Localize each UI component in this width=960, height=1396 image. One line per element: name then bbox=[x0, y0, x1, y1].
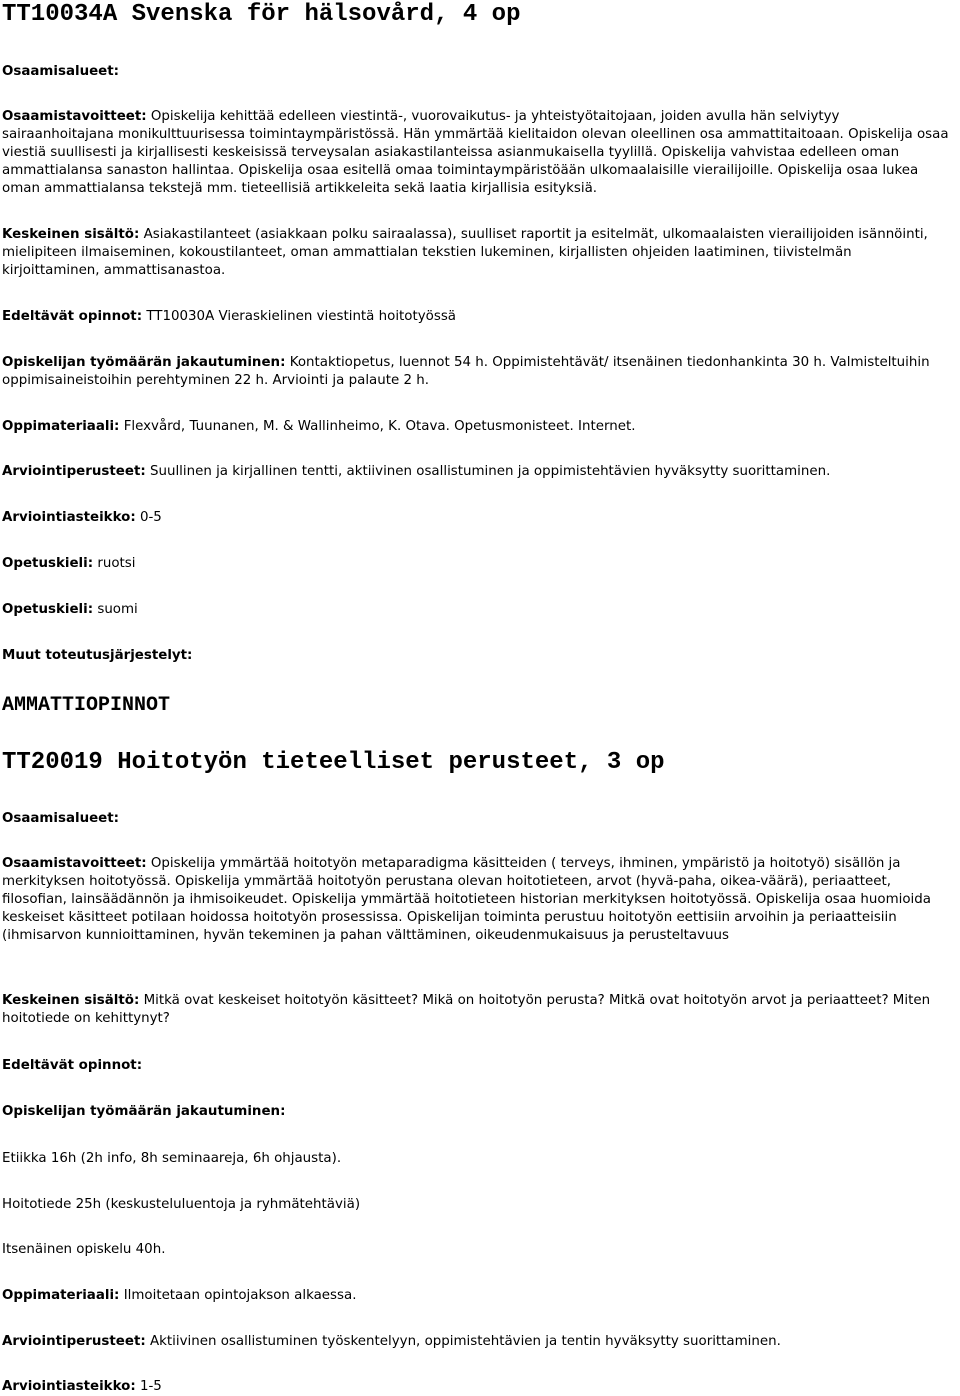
arviointiasteikko-paragraph bbox=[2, 509, 952, 527]
tyomaara-label: Opiskelijan työmäärän jakautuminen: bbox=[2, 355, 286, 370]
tyomaara-text: Kontaktiopetus, luennot 54 h. Oppimistehtävät/ itsenäinen tiedonhankinta 30 h. Valmisteltuihin oppimisaineistoihin perehtyminen 22 h. Arviointi ja palaute 2 h. bbox=[2, 355, 930, 388]
arviointiperusteet-paragraph bbox=[2, 1333, 952, 1351]
keskeinen-sisalto-text: Mitkä ovat keskeiset hoitotyön käsitteet? Mikä on hoitotyön perusta? Mitkä ovat hoitotyön arvot ja periaatteet? Miten hoitotiede on kehittynyt? bbox=[2, 993, 931, 1026]
opetuskieli-label: Opetuskieli: bbox=[2, 556, 94, 571]
tyomaara-item: Itsenäinen opiskelu 40h. bbox=[2, 1242, 166, 1257]
oppimateriaali-text: Ilmoitetaan opintojakson alkaessa. bbox=[123, 1288, 357, 1303]
osaamistavoitteet-text: Opiskelija ymmärtää hoitotyön metaparadigma käsitteiden ( terveys, ihminen, ympäristö ja hoitotyö) sisällön ja merkityksen hoitotyössä. Opiskelija ymmärtää hoitotyön perustana olevan hoitotieteen, arvot (hyvä-paha, oikea-väärä), periaatteet, filosofian, lainsäädännön ja ihmisoikeudet. Opiskelija ymmärtää hoitotieteen historian merkityksen hoitotyössä. Opiskelija osaa huomioida keskeiset käsitteet potilaan hoidossa hoitotyön prosessissa. Opiskelijan toiminta perustuu hoitotyön eettisiin arvoihin ja periaatteisiin (ihmisarvon kunnioittaminen, hyvän tekeminen ja pahan välttäminen, oikeudenmukaisuus ja perusteltavuus bbox=[2, 856, 931, 943]
osaamistavoitteet-paragraph bbox=[2, 855, 952, 945]
section-heading: AMMATTIOPINNOT bbox=[2, 694, 171, 717]
osaamisalueet-label: Osaamisalueet: bbox=[2, 811, 120, 826]
opetuskieli-paragraph bbox=[2, 601, 952, 619]
tyomaara-label: Opiskelijan työmäärän jakautuminen: bbox=[2, 1104, 286, 1119]
keskeinen-sisalto-text: Asiakastilanteet (asiakkaan polku sairaalassa), suulliset raportit ja esitelmät, ulkomaalaisten vierailijoiden isännöinti, mielipiteen ilmaiseminen, kokoustilanteet, oman ammattialan tekstien lukeminen, kirjallisten ohjeiden laatiminen, tiivistelmän kirjoittaminen, ammattisanastoa. bbox=[2, 227, 928, 278]
keskeinen-sisalto-label: Keskeinen sisältö: bbox=[2, 993, 140, 1008]
keskeinen-sisalto-paragraph bbox=[2, 992, 952, 1028]
opetuskieli-label: Opetuskieli: bbox=[2, 602, 94, 617]
arviointiasteikko-text: 0-5 bbox=[139, 510, 162, 525]
keskeinen-sisalto-label: Keskeinen sisältö: bbox=[2, 227, 140, 242]
opetuskieli-text: suomi bbox=[97, 602, 138, 617]
tyomaara-paragraph bbox=[2, 354, 952, 390]
osaamistavoitteet-label: Osaamistavoitteet: bbox=[2, 856, 147, 871]
arviointiasteikko-paragraph bbox=[2, 1378, 952, 1396]
arviointiasteikko-label: Arviointiasteikko: bbox=[2, 1379, 136, 1394]
tyomaara-item: Etiikka 16h (2h info, 8h seminaareja, 6h ohjausta). bbox=[2, 1151, 342, 1166]
osaamistavoitteet-text: Opiskelija kehittää edelleen viestintä-, vuorovaikutus- ja yhteistyötaitojaan, joiden avulla hän selviytyy sairaanhoitajana monikulttuurisessa toimintaympäristössä. Hän ymmärtää kielitaidon olevan oleellinen osa ammattitaitoaan. Opiskelija osaa viestiä suullisesti ja kirjallisesti keskeisissä terveysalan asiakastilanteissa asianmukaisella tyylillä. Opiskelija vahvistaa edelleen oman ammattialansa sanaston hallintaa. Opiskelija osaa esitellä omaa toimintaympäristöään ulkomaalaisille vierailijoille. Opiskelija osaa lukea oman ammattialansa tekstejä mm. tieteellisiä artikkeleita sekä laatia kirjallisia esityksiä. bbox=[2, 109, 949, 196]
course-title: TT10034A Svenska för hälsovård, 4 op bbox=[2, 1, 521, 28]
arviointiperusteet-text: Suullinen ja kirjallinen tentti, aktiivinen osallistuminen ja oppimistehtävien hyväksytty suorittaminen. bbox=[149, 464, 831, 479]
oppimateriaali-paragraph bbox=[2, 418, 952, 436]
edeltavat-opinnot-label: Edeltävät opinnot: bbox=[2, 309, 143, 324]
arviointiperusteet-label: Arviointiperusteet: bbox=[2, 464, 146, 479]
arviointiperusteet-paragraph bbox=[2, 463, 952, 481]
edeltavat-opinnot-label: Edeltävät opinnot: bbox=[2, 1058, 143, 1073]
opetuskieli-paragraph bbox=[2, 555, 952, 573]
edeltavat-opinnot-text: TT10030A Vieraskielinen viestintä hoitotyössä bbox=[146, 309, 457, 324]
tyomaara-item: Hoitotiede 25h (keskusteluluentoja ja ryhmätehtäviä) bbox=[2, 1197, 361, 1212]
arviointiperusteet-label: Arviointiperusteet: bbox=[2, 1334, 146, 1349]
osaamistavoitteet-label: Osaamistavoitteet: bbox=[2, 109, 147, 124]
osaamisalueet-label: Osaamisalueet: bbox=[2, 64, 120, 79]
oppimateriaali-paragraph bbox=[2, 1287, 952, 1305]
keskeinen-sisalto-paragraph bbox=[2, 226, 952, 280]
opetuskieli-text: ruotsi bbox=[97, 556, 136, 571]
muut-toteutusjarjestelyt-label: Muut toteutusjärjestelyt: bbox=[2, 648, 193, 663]
edeltavat-opinnot-paragraph bbox=[2, 308, 952, 326]
arviointiasteikko-text: 1-5 bbox=[139, 1379, 162, 1394]
course-title: TT20019 Hoitotyön tieteelliset perusteet, 3 op bbox=[2, 749, 665, 776]
oppimateriaali-text: Flexvård, Tuunanen, M. & Wallinheimo, K. Otava. Opetusmonisteet. Internet. bbox=[123, 419, 636, 434]
arviointiasteikko-label: Arviointiasteikko: bbox=[2, 510, 136, 525]
oppimateriaali-label: Oppimateriaali: bbox=[2, 1288, 120, 1303]
arviointiperusteet-text: Aktiivinen osallistuminen työskentelyyn, oppimistehtävien ja tentin hyväksytty suorittaminen. bbox=[149, 1334, 781, 1349]
osaamistavoitteet-paragraph bbox=[2, 108, 952, 198]
oppimateriaali-label: Oppimateriaali: bbox=[2, 419, 120, 434]
